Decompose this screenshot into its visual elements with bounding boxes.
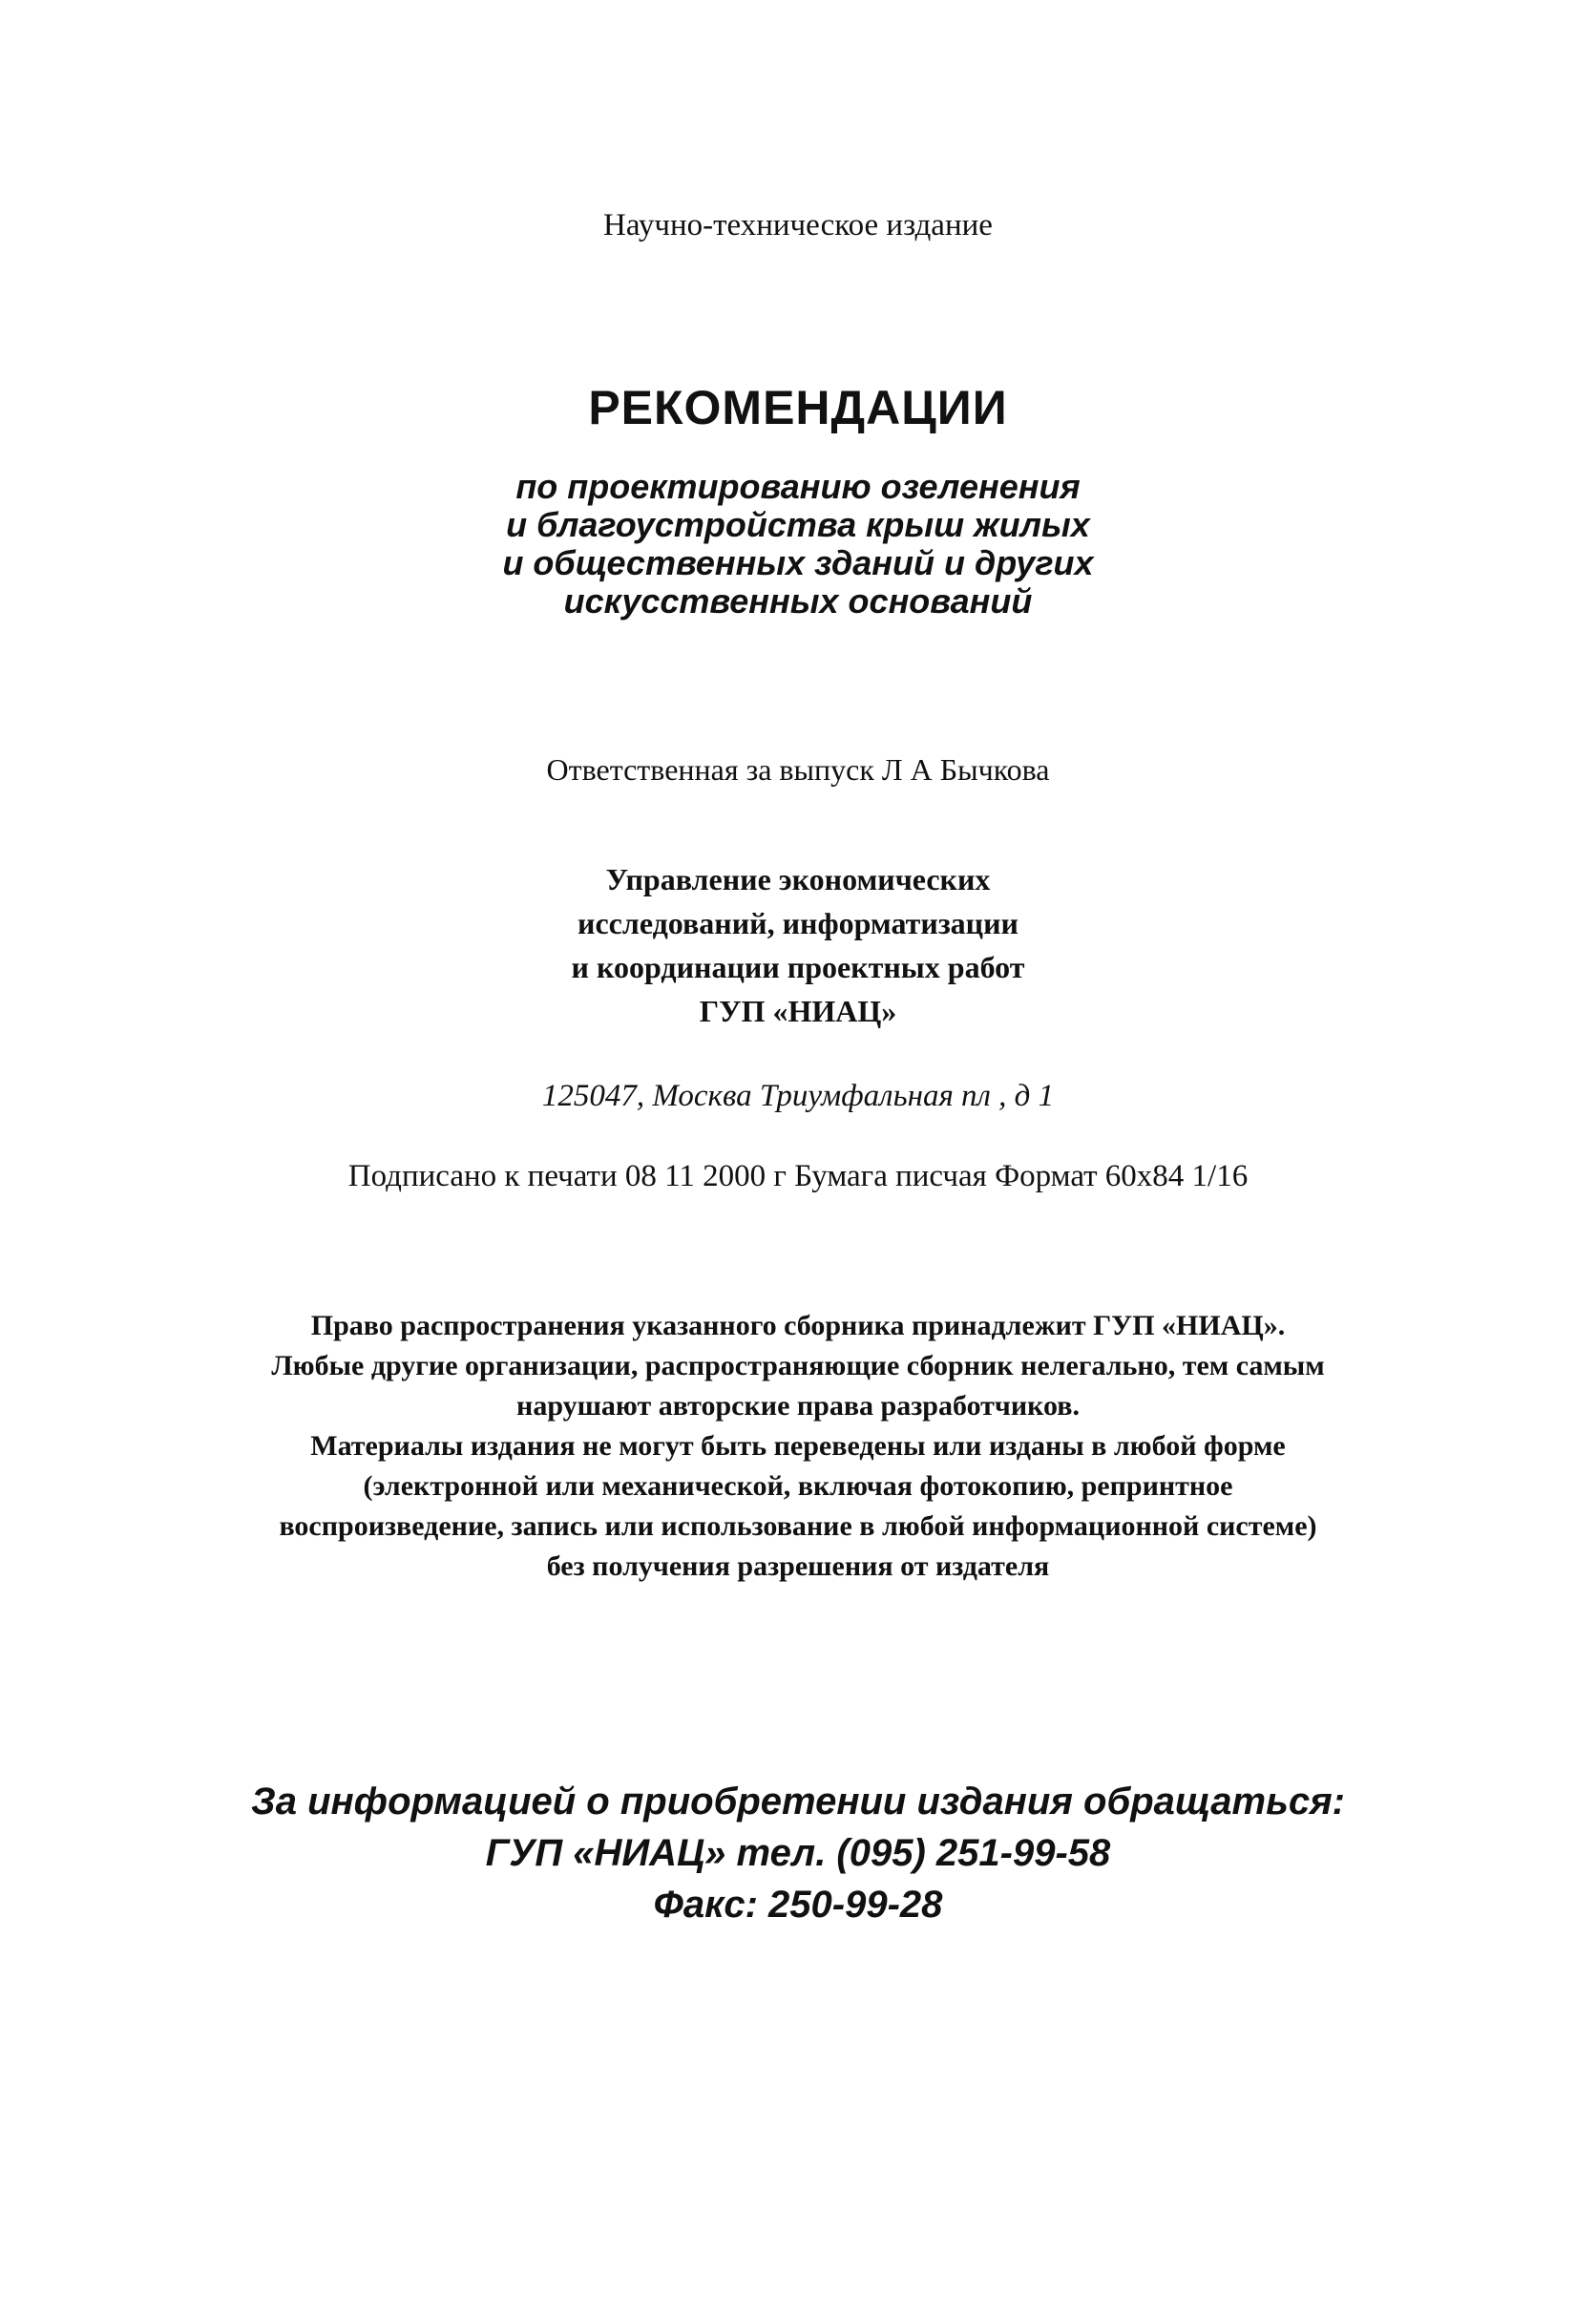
- document-title: РЕКОМЕНДАЦИИ: [588, 381, 1008, 434]
- contact-line: За информацией о приобретении издания обращаться:: [251, 1781, 1345, 1823]
- publisher-address: 125047, Москва Триумфальная пл , д 1: [541, 1079, 1055, 1113]
- copyright-notice: [0, 1306, 1596, 1587]
- subtitle-line: искусственных оснований: [563, 581, 1033, 621]
- document-subtitle: [0, 468, 1596, 621]
- copyright-line: нарушают авторские права разработчиков.: [516, 1390, 1080, 1422]
- copyright-line: Право распространения указанного сборника принадлежит ГУП «НИАЦ».: [310, 1310, 1286, 1341]
- contact-line: ГУП «НИАЦ» тел. (095) 251-99-58: [485, 1832, 1111, 1874]
- organization-line: и координации проектных работ: [571, 950, 1025, 984]
- contact-line: Факс: 250-99-28: [653, 1884, 943, 1926]
- subtitle-line: по проектированию озеленения: [515, 467, 1081, 506]
- organization-line: Управление экономических: [605, 862, 991, 896]
- print-info: Подписано к печати 08 11 2000 г Бумага писчая Формат 60x84 1/16: [347, 1159, 1249, 1193]
- responsible-person: Ответственная за выпуск Л А Бычкова: [546, 752, 1050, 787]
- organization-line: ГУП «НИАЦ»: [699, 994, 897, 1028]
- subtitle-line: и благоустройства крыш жилых: [506, 505, 1090, 544]
- contact-info: [0, 1776, 1596, 1930]
- copyright-line: Материалы издания не могут быть переведены или изданы в любой форме: [310, 1430, 1286, 1462]
- organization-line: исследований, информатизации: [578, 906, 1018, 940]
- edition-type: Научно-техническое издание: [603, 208, 993, 242]
- copyright-line: Любые другие организации, распространяющие сборник нелегально, тем самым: [271, 1350, 1325, 1381]
- publisher-organization: [0, 857, 1596, 1033]
- copyright-line: без получения разрешения от издателя: [546, 1550, 1050, 1582]
- copyright-line: воспроизведение, запись или использование в любой информационной системе): [279, 1510, 1317, 1542]
- subtitle-line: и общественных зданий и других: [502, 543, 1094, 582]
- copyright-line: (электронной или механической, включая фотокопию, репринтное: [363, 1470, 1233, 1502]
